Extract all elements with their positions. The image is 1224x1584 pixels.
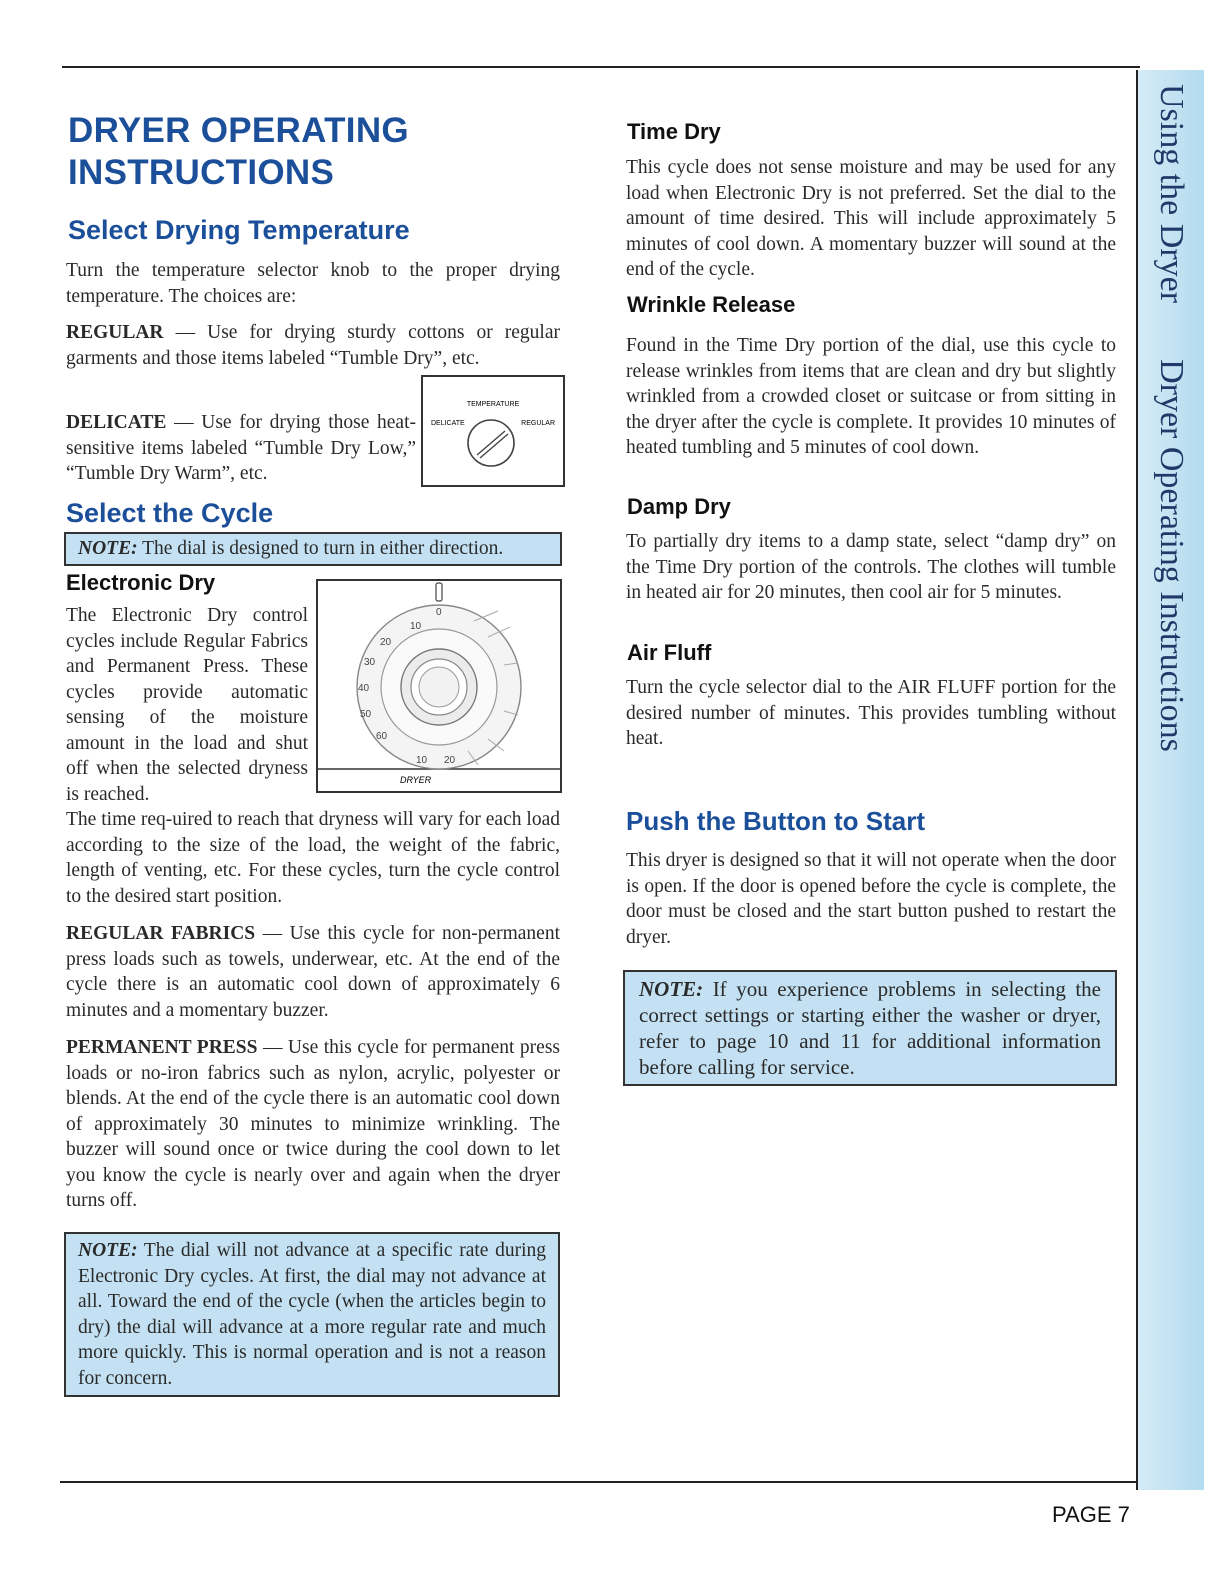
air-fluff-text: Turn the cycle selector dial to the AIR FLUFF portion for the desired number of minutes. This provides tumbling without heat. (626, 677, 1116, 749)
air-fluff-heading: Air Fluff (627, 640, 712, 665)
cycle-heading: Select the Cycle (66, 498, 274, 528)
dial-number: 50 (360, 709, 372, 720)
temperature-intro: Turn the temperature selector knob to the proper drying temperature. The choices are: (66, 260, 560, 307)
top-rule (62, 66, 1140, 68)
page-number: PAGE 7 (1052, 1502, 1130, 1527)
knob-label-regular: REGULAR (521, 420, 555, 427)
permanent-press-paragraph (66, 1035, 560, 1214)
sidebar-section: Using the Dryer (1153, 84, 1190, 304)
knob-title: TEMPERATURE (466, 401, 520, 408)
time-dry-heading: Time Dry (627, 119, 721, 144)
dial-number: 20 (380, 637, 392, 648)
electronic-dry-note-label: NOTE: (78, 1240, 138, 1261)
wrinkle-release-text: Found in the Time Dry portion of the dial, use this cycle to release wrinkles from items that are clean and dry but slightly wrinkled from a crowded closet or suitcase or from sitting in the dryer after the cycle is complete. It provides 10 minutes of heated tumbling and 5 minutes of cool down. (626, 335, 1116, 458)
cycle-note (64, 532, 562, 566)
cycle-dial-figure (316, 579, 562, 793)
damp-dry-text: To partially dry items to a damp state, select “damp dry” on the Time Dry portion of the controls. The clothes will tumble in heated air for 20 minutes, then cool air for 5 minutes. (626, 531, 1116, 603)
electronic-dry-note-text: The dial will not advance at a specific rate during Electronic Dry cycles. At first, the dial may not advance at all. Toward the end of the cycle (when the articles begin to dry) the dial will advance at a more regular rate and much more quickly. This is normal operation and is not a reason for concern. (78, 1240, 546, 1389)
delicate-paragraph (66, 410, 416, 487)
permanent-press-term: PERMANENT PRESS (66, 1037, 258, 1058)
electronic-dry-note (64, 1232, 560, 1397)
dial-caption: DRYER (400, 775, 432, 785)
dial-number: 30 (364, 657, 376, 668)
regular-fabrics-paragraph (66, 921, 560, 1023)
sidebar-title (1146, 84, 1196, 1484)
bottom-rule (60, 1481, 1138, 1483)
troubleshoot-note-text: If you experience problems in selecting the correct settings or starting either the washer or dryer, refer to page 10 and 11 for additional information before calling for service. (639, 977, 1101, 1079)
electronic-dry-time-text: The time req-uired to reach that dryness will vary for each load according to the size of the load, the weight of the fabric, length of venting, etc. For these cycles, turn the cycle control to the desired start position. (66, 809, 560, 907)
dial-pointer (436, 583, 442, 601)
temperature-knob-figure (421, 375, 565, 487)
regular-paragraph (66, 320, 560, 371)
dial-number: 0 (436, 607, 442, 618)
delicate-term: DELICATE (66, 412, 167, 433)
dial-number: 10 (416, 755, 428, 766)
page-title-line1: DRYER OPERATING (68, 111, 409, 150)
troubleshoot-note (623, 970, 1117, 1086)
delicate-text: — Use for drying those heat-sensitive items labeled “Tumble Dry Low,” “Tumble Dry Warm”, etc. (66, 412, 416, 484)
regular-term: REGULAR (66, 322, 164, 343)
start-text: This dryer is designed so that it will not operate when the door is open. If the door is opened before the cycle is complete, the door must be closed and the start button pushed to restart the dryer. (626, 850, 1116, 948)
sidebar-chapter: Dryer Operating Instructions (1153, 359, 1190, 752)
page-title-line2: INSTRUCTIONS (68, 153, 335, 192)
time-dry-text: This cycle does not sense moisture and may be used for any load when Electronic Dry is not preferred. Set the dial to the amount of time desired. This will include approximately 5 minutes of cool down. A momentary buzzer will sound at the end of the cycle. (626, 157, 1116, 280)
start-heading: Push the Button to Start (626, 806, 925, 836)
regular-fabrics-term: REGULAR FABRICS (66, 923, 256, 944)
regular-fabrics-text: — Use this cycle for non-permanent press loads such as towels, underwear, etc. At the end of the cycle there is an automatic cool down of approximately 6 minutes and a momentary buzzer. (66, 923, 560, 1021)
regular-text: — Use for drying sturdy cottons or regular garments and those items labeled “Tumble Dry”, etc. (66, 322, 560, 369)
troubleshoot-note-label: NOTE: (639, 977, 704, 1001)
dial-number: 20 (444, 755, 456, 766)
wrinkle-release-heading: Wrinkle Release (627, 292, 796, 317)
cycle-note-text: The dial is designed to turn in either direction. (137, 538, 504, 559)
permanent-press-text: — Use this cycle for permanent press loads or no-iron fabrics such as nylon, acrylic, polyester or blends. At the end of the cycle there is an automatic cool down of approximately 30 minutes to minimize wrinkling. The buzzer will sound once or twice during the cool down to let you know the cycle is nearly over and again when the dryer turns off. (66, 1037, 560, 1211)
dial-number: 60 (376, 731, 388, 742)
knob-label-delicate: DELICATE (431, 420, 465, 427)
temperature-heading: Select Drying Temperature (68, 215, 410, 245)
damp-dry-heading: Damp Dry (627, 494, 731, 519)
electronic-dry-text: The Electronic Dry control cycles include Regular Fabrics and Permanent Press. These cycles provide automatic sensing of the moisture amount in the load and shut off when the selected dryness is reached. (66, 605, 308, 805)
page-title (68, 110, 568, 194)
cycle-note-label: NOTE: (78, 538, 138, 559)
electronic-dry-heading: Electronic Dry (66, 570, 216, 595)
dial-number: 40 (358, 683, 370, 694)
dial-number: 10 (410, 621, 422, 632)
